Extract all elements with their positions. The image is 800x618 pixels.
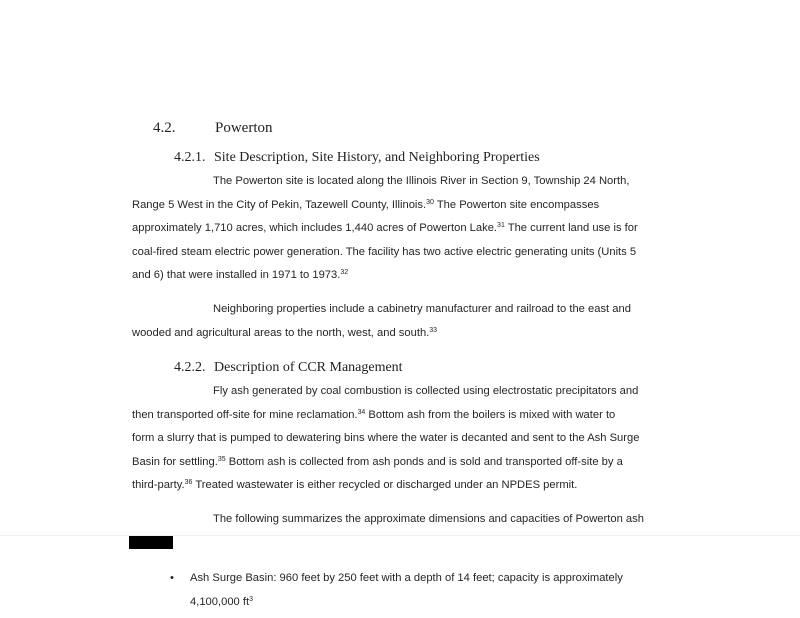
text-line: Neighboring properties include a cabinetry manufacturer and railroad to the east and: [213, 303, 631, 315]
subsection-heading-site-description: [174, 150, 540, 166]
text-line: The following summarizes the approximate dimensions and capacities of Powerton ash: [213, 513, 644, 525]
paragraph-ccr-management: [132, 380, 662, 498]
subsection-number: 4.2.1.: [174, 150, 206, 165]
subsection-title: Site Description, Site History, and Neighboring Properties: [214, 150, 540, 165]
text-line: form a slurry that is pumped to dewatering bins where the water is decanted and sent to the Ash Surge: [132, 432, 640, 444]
section-heading: [153, 120, 273, 137]
redaction-block: [129, 536, 173, 549]
bullet-list: [170, 567, 670, 614]
subsection-title: Description of CCR Management: [214, 360, 403, 375]
text-line: Ash Surge Basin: 960 feet by 250 feet with a depth of 14 feet; capacity is approximately: [190, 572, 623, 584]
paragraph-neighboring-properties: [132, 298, 662, 345]
list-item: [170, 567, 670, 614]
text-line: approximately 1,710 acres, which includes 1,440 acres of Powerton Lake.$^{31}$ The current land use is for: [132, 222, 638, 234]
text-line: and 6) that were installed in 1971 to 1973.32: [132, 269, 349, 281]
text-line: wooded and agricultural areas to the north, west, and south.$^{33}$: [132, 326, 438, 339]
subsection-heading-ccr-management: [174, 360, 403, 376]
text-line: third-party.$^{36}$ Treated wastewater is either recycled or discharged under an NPDES permit.: [132, 479, 578, 491]
text-line: Range 5 West in the City of Pekin, Tazewell County, Illinois.$^{30}$ The Powerton site encompasses: [132, 198, 600, 211]
text-line: 4,100,000 $ft^3$: [190, 595, 254, 608]
section-title: Powerton: [215, 120, 273, 136]
text-line: The Powerton site is located along the Illinois River in Section 9, Township 24 North,: [213, 175, 630, 187]
text-line: coal-fired steam electric power generation. The facility has two active electric generating units (Units 5: [132, 245, 637, 258]
paragraph-dimensions-intro: [132, 508, 662, 532]
section-number: 4.2.: [153, 120, 176, 136]
paragraph-site-description: [132, 170, 662, 288]
text-line: Fly ash generated by coal combustion is collected using electrostatic precipitators and: [213, 385, 639, 397]
bullet-icon: •: [170, 572, 174, 584]
text-line: Basin for settling.$^{35}$ Bottom ash is collected from ash ponds and is sold and transported off-site by a: [132, 455, 623, 468]
scan-artifact-line: [0, 535, 800, 536]
text-line: then transported off-site for mine reclamation.$^{34}$ Bottom ash from the boilers is mixed with water to: [132, 408, 616, 421]
subsection-number: 4.2.2.: [174, 360, 206, 375]
